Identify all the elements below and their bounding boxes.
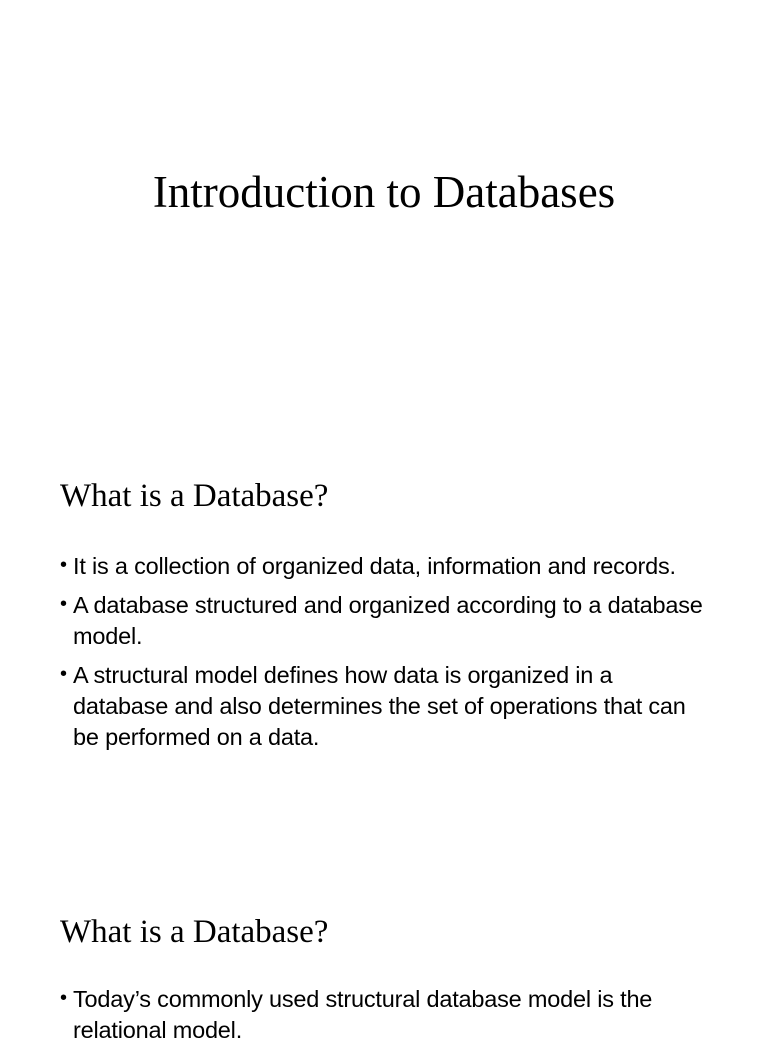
slide-title xyxy=(0,0,768,440)
slide-what-is-database-continued xyxy=(0,880,768,1043)
bullet-icon: • xyxy=(60,987,67,1009)
bullet-item xyxy=(60,590,710,652)
bullet-text: A structural model defines how data is organized in a database and also determines the set of operations that can be performed on a data. xyxy=(73,662,686,750)
bullet-icon: • xyxy=(60,554,67,576)
bullet-list xyxy=(60,551,710,761)
slide-heading: What is a Database? xyxy=(60,478,329,514)
bullet-item xyxy=(60,551,710,582)
bullet-item xyxy=(60,660,710,753)
bullet-text: A database structured and organized according to a database model. xyxy=(73,592,703,649)
bullet-icon: • xyxy=(60,663,67,685)
bullet-text: It is a collection of organized data, information and records. xyxy=(73,553,676,579)
slide-what-is-database xyxy=(0,440,768,880)
presentation-title: Introduction to Databases xyxy=(152,167,616,217)
bullet-list xyxy=(60,984,710,1054)
bullet-item xyxy=(60,984,710,1046)
bullet-icon: • xyxy=(60,593,67,615)
slide-heading: What is a Database? xyxy=(60,914,329,950)
bullet-text: Today’s commonly used structural database model is the relational model. xyxy=(73,986,653,1043)
